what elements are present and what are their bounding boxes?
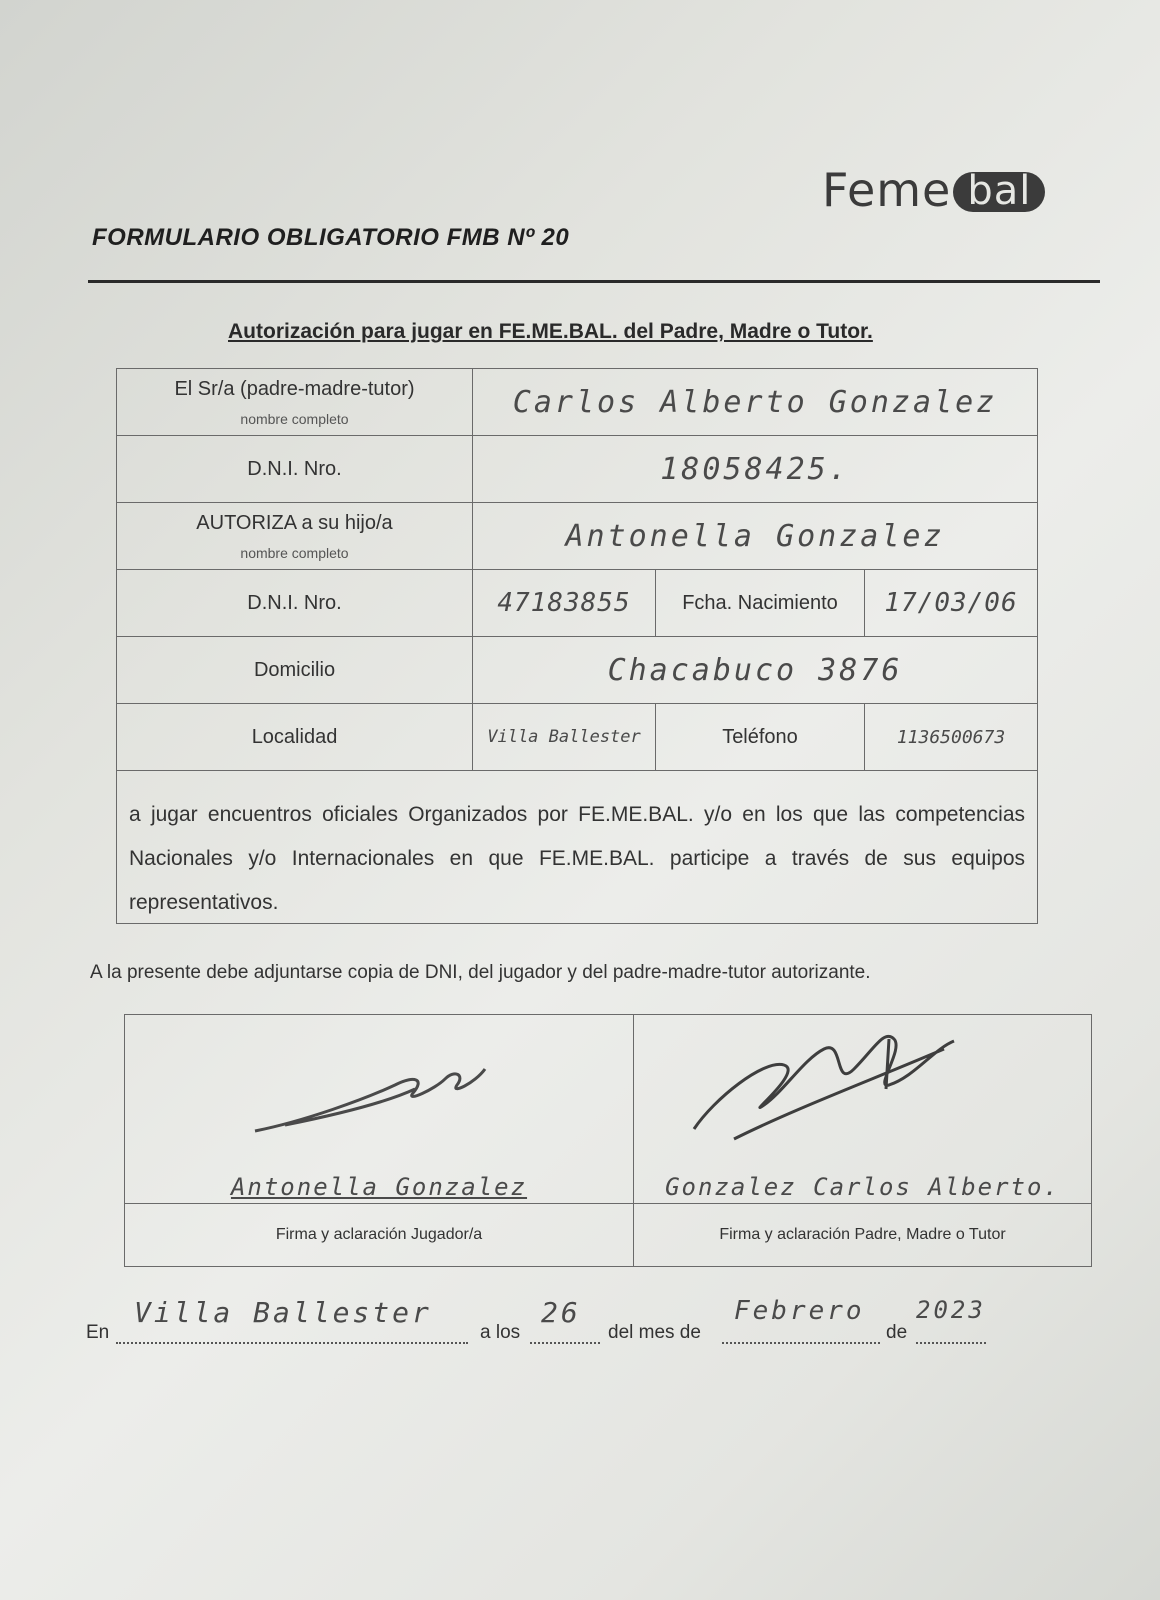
- guardian-name-field[interactable]: [472, 368, 1038, 436]
- attachment-note: A la presente debe adjuntarse copia de DNI, del jugador y del padre-madre-tutor autorizante.: [90, 962, 871, 983]
- child-dni-label: D.N.I. Nro.: [247, 591, 342, 614]
- day-value[interactable]: 26: [541, 1296, 581, 1329]
- address-value: Chacabuco 3876: [607, 652, 903, 688]
- place-dotted-line: [116, 1342, 468, 1344]
- guardian-dni-label: D.N.I. Nro.: [247, 457, 342, 480]
- guardian-signature-area[interactable]: [633, 1014, 1092, 1204]
- form-subtitle: Autorización para jugar en FE.ME.BAL. del Padre, Madre o Tutor.: [228, 320, 873, 343]
- year-dotted-line: [916, 1342, 986, 1344]
- year-value[interactable]: 2023: [916, 1296, 986, 1324]
- address-label: Domicilio: [253, 658, 336, 681]
- address-field[interactable]: [472, 636, 1038, 704]
- child-dni-label-cell: [116, 569, 473, 637]
- player-signature-area[interactable]: [124, 1014, 634, 1204]
- form-title: FORMULARIO OBLIGATORIO FMB Nº 20: [92, 224, 570, 251]
- phone-field[interactable]: [864, 703, 1038, 771]
- child-dni-field[interactable]: [472, 569, 656, 637]
- logo-text: Feme: [822, 163, 952, 217]
- guardian-dni-value: 18058425.: [660, 451, 850, 487]
- child-label-cell: [116, 502, 473, 570]
- authorization-paragraph: a jugar encuentros oficiales Organizados por FE.ME.BAL. y/o en los que las competencias Nacionales y/o Internacionales en que FE.ME.BAL. participe a través de sus equipos representativos.: [129, 803, 1025, 914]
- footer-mes-label: del mes de: [608, 1322, 701, 1343]
- guardian-signature-mark: [674, 1019, 964, 1149]
- day-dotted-line: [530, 1342, 600, 1344]
- phone-label: Teléfono: [722, 725, 798, 748]
- header-divider: [88, 280, 1100, 283]
- guardian-dni-field[interactable]: [472, 435, 1038, 503]
- player-signature-caption: Firma y aclaración Jugador/a: [275, 1226, 483, 1243]
- footer-de-label: de: [886, 1322, 908, 1343]
- guardian-signature-caption: Firma y aclaración Padre, Madre o Tutor: [719, 1226, 1006, 1243]
- authorization-text-cell: [116, 770, 1038, 924]
- date-place-line: [86, 1296, 1086, 1360]
- child-name-field[interactable]: [472, 502, 1038, 570]
- address-label-cell: [116, 636, 473, 704]
- player-signature-mark: [245, 1049, 505, 1149]
- guardian-dni-label-cell: [116, 435, 473, 503]
- phone-label-cell: [655, 703, 865, 771]
- city-label: Localidad: [251, 725, 338, 748]
- footer-en-label: En: [86, 1322, 110, 1343]
- child-label: AUTORIZA a su hijo/a: [196, 511, 393, 534]
- city-label-cell: [116, 703, 473, 771]
- phone-value: 1136500673: [896, 726, 1006, 748]
- authorization-table: [116, 368, 1058, 944]
- guardian-sublabel: nombre completo: [240, 410, 349, 427]
- city-value: Villa Ballester: [487, 727, 641, 747]
- place-value[interactable]: Villa Ballester: [134, 1296, 432, 1329]
- month-value[interactable]: Febrero: [734, 1296, 865, 1326]
- guardian-name-value: Carlos Alberto Gonzalez: [512, 384, 998, 420]
- child-name-value: Antonella Gonzalez: [565, 518, 945, 554]
- city-field[interactable]: [472, 703, 656, 771]
- guardian-label: El Sr/a (padre-madre-tutor): [174, 377, 415, 400]
- guardian-signature-caption-cell: [633, 1203, 1092, 1267]
- footer-a-los-label: a los: [480, 1322, 521, 1343]
- guardian-label-cell: [116, 368, 473, 436]
- player-signature-caption-cell: [124, 1203, 634, 1267]
- child-dni-value: 47183855: [497, 588, 631, 618]
- birth-label: Fcha. Nacimiento: [682, 591, 838, 614]
- birth-date-value: 17/03/06: [884, 588, 1018, 618]
- logo-pill: bal: [953, 172, 1045, 212]
- signature-table: [124, 1014, 1092, 1278]
- birth-date-field[interactable]: [864, 569, 1038, 637]
- femebal-logo: [822, 150, 1092, 230]
- birth-label-cell: [655, 569, 865, 637]
- child-sublabel: nombre completo: [240, 544, 349, 561]
- player-printed-name: Antonella Gonzalez: [230, 1173, 528, 1201]
- guardian-printed-name: Gonzalez Carlos Alberto.: [665, 1173, 1060, 1201]
- month-dotted-line: [722, 1342, 880, 1344]
